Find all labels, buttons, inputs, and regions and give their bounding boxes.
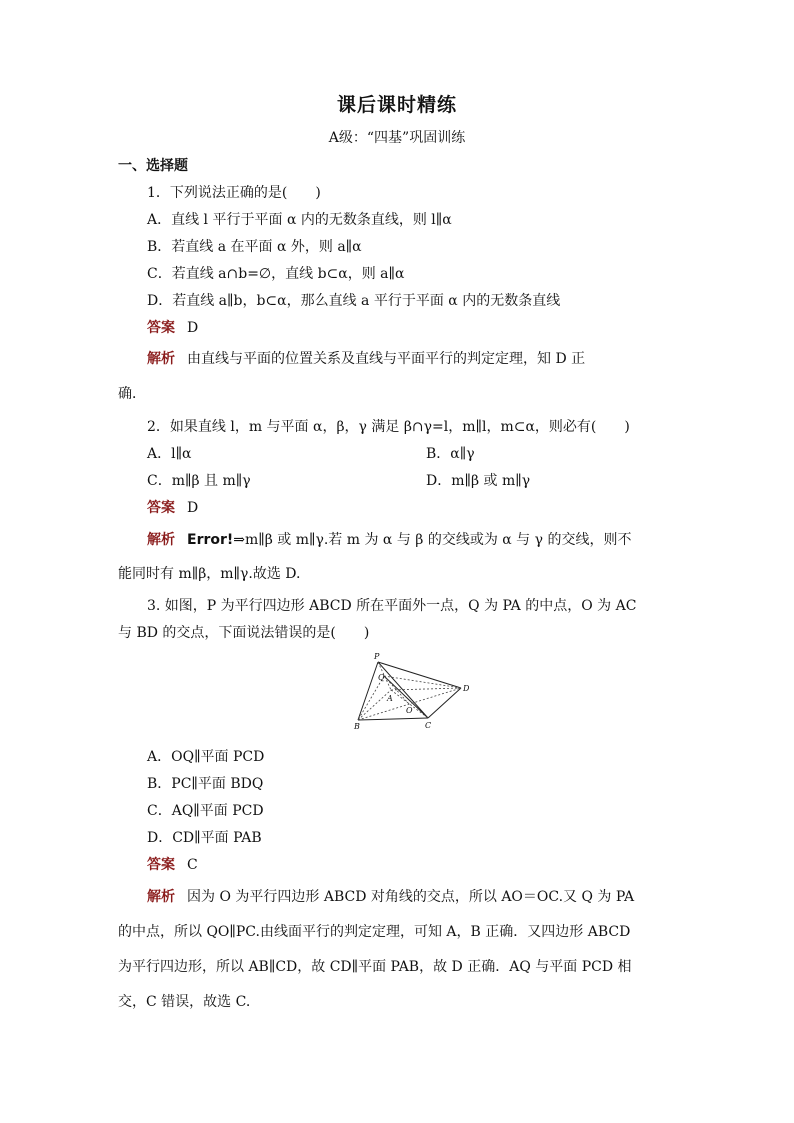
page-subtitle: A级：“四基”巩固训练 (328, 130, 466, 146)
analysis-label: 解析 (147, 532, 175, 548)
q3-stem: 3. 如图，P 为平行四边形 ABCD 所在平面外一点，Q 为 PA 的中点，O 为 AC (147, 598, 637, 614)
q3-answer (147, 856, 794, 874)
q2-analysis-cont: 能同时有 m∥β，m∥γ.故选 D. (118, 566, 301, 582)
q3-analysis-cont-2: 为平行四边形，所以 AB∥CD，故 CD∥平面 PAB，故 D 正确．AQ 与平面 PCD 相 (118, 959, 632, 975)
answer-label: 答案 (147, 857, 175, 873)
section-heading: 一、选择题 (118, 158, 188, 174)
q3-option-a: A．OQ∥平面 PCD (147, 749, 265, 765)
label-d: D (463, 684, 470, 693)
label-c: C (425, 721, 432, 730)
q2-analysis (147, 531, 794, 549)
answer-label: 答案 (147, 500, 175, 516)
answer-value: C (187, 857, 198, 873)
answer-value: D (187, 320, 199, 336)
q3-analysis-cont-1: 的中点，所以 QO∥PC.由线面平行的判定定理，可知 A，B 正确．又四边形 ABCD (118, 924, 631, 940)
label-a: A (387, 694, 393, 703)
analysis-label: 解析 (147, 889, 175, 905)
q1-stem: 1．下列说法正确的是( ) (147, 185, 321, 201)
q1-answer (147, 319, 794, 337)
q3-stem-cont: 与 BD 的交点，下面说法错误的是( ) (118, 625, 370, 641)
answer-value: D (187, 500, 199, 516)
q2-options-row2 (147, 472, 794, 490)
q2-option-c: C．m∥β 且 m∥γ (147, 473, 251, 489)
q3-option-d: D．CD∥平面 PAB (147, 830, 262, 846)
analysis-label: 解析 (147, 351, 175, 367)
q1-analysis-cont: 确． (118, 386, 146, 402)
q3-analysis-cont-3: 交，C 错误，故选 C. (118, 994, 251, 1010)
q1-option-b: B．若直线 a 在平面 α 外，则 a∥α (147, 239, 362, 255)
q2-option-d: D．m∥β 或 m∥γ (426, 473, 531, 489)
q3-option-b: B．PC∥平面 BDQ (147, 776, 264, 792)
label-o: O (406, 706, 413, 715)
q1-option-a: A．直线 l 平行于平面 α 内的无数条直线，则 l∥α (147, 212, 452, 228)
q2-option-a: A．l∥α (147, 446, 192, 462)
q1-option-c: C．若直线 a∩b=∅，直线 b⊂α，则 a∥α (147, 266, 405, 282)
q2-stem: 2．如果直线 l，m 与平面 α，β，γ 满足 β∩γ=l，m∥l，m⊂α，则必有( ) (147, 419, 630, 435)
pyramid-figure (348, 650, 478, 732)
label-b: B (354, 722, 360, 731)
q2-option-b: B．α∥γ (426, 446, 475, 462)
error-token: Error! (187, 532, 234, 548)
label-q: Q (378, 673, 385, 682)
q3-analysis (147, 888, 794, 906)
label-p: P (374, 652, 380, 661)
q1-option-d: D．若直线 a∥b，b⊂α，那么直线 a 平行于平面 α 内的无数条直线 (147, 293, 561, 309)
q1-analysis (147, 350, 794, 368)
analysis-text: 由直线与平面的位置关系及直线与平面平行的判定定理，知 D 正 (187, 351, 586, 367)
analysis-text: ⇒m∥β 或 m∥γ.若 m 为 α 与 β 的交线或为 α 与 γ 的交线，则不 (233, 532, 632, 548)
answer-label: 答案 (147, 320, 175, 336)
q3-option-c: C．AQ∥平面 PCD (147, 803, 264, 819)
analysis-text: 因为 O 为平行四边形 ABCD 对角线的交点，所以 AO＝OC.又 Q 为 PA (187, 889, 635, 905)
q2-answer (147, 499, 794, 517)
q2-options-row1 (147, 445, 794, 463)
page-title: 课后课时精练 (336, 94, 457, 116)
